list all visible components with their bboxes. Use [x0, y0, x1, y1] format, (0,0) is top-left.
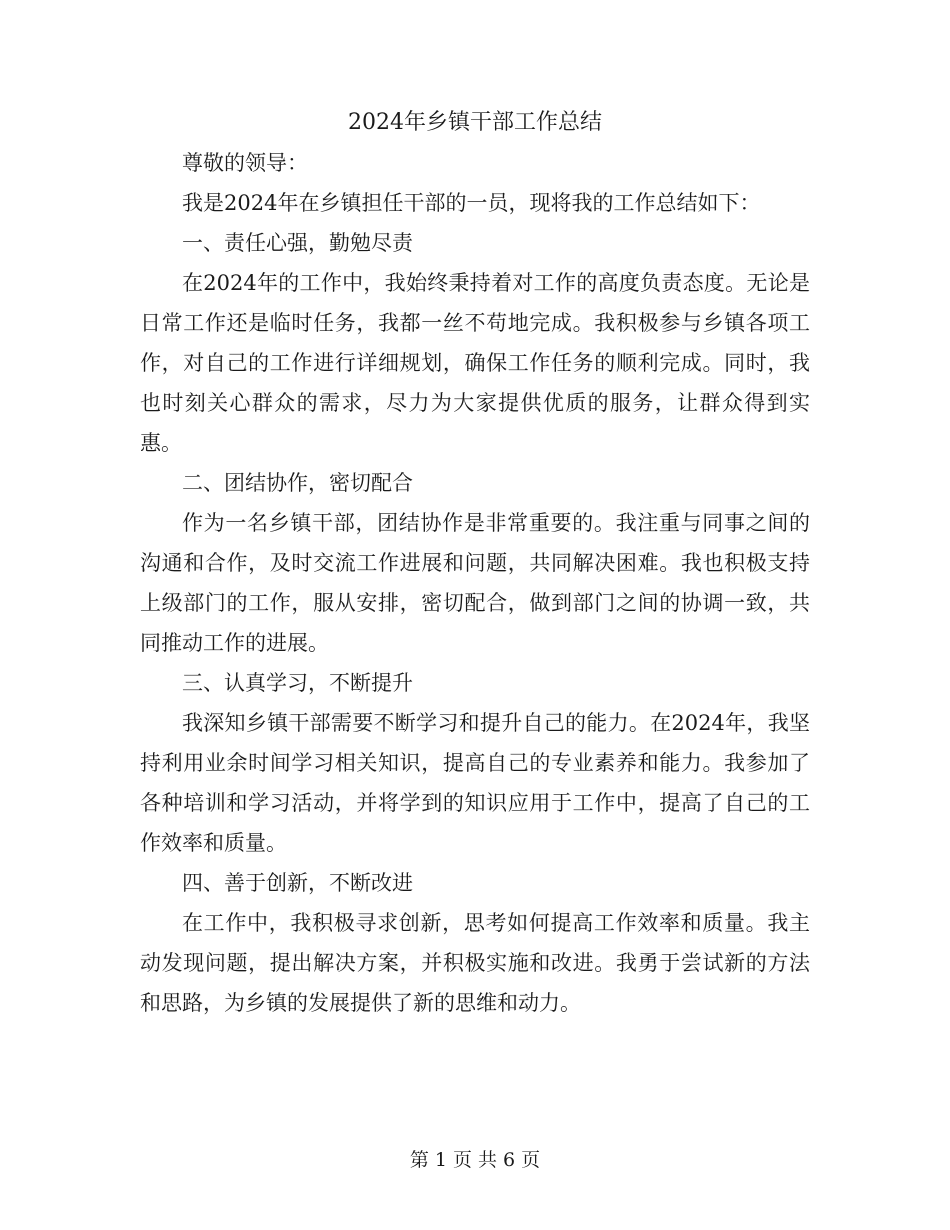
section-body-2: 作为一名乡镇干部，团结协作是非常重要的。我注重与同事之间的沟通和合作，及时交流工作进展和问题，共同解决困难。我也积极支持上级部门的工作，服从安排，密切配合，做到部门之间的协调一致，共同推动工作的进展。 [140, 511, 810, 655]
section-body-3: 我深知乡镇干部需要不断学习和提升自己的能力。在2024年，我坚持利用业余时间学习相关知识，提高自己的专业素养和能力。我参加了各种培训和学习活动，并将学到的知识应用于工作中，提高了自己的工作效率和质量。 [140, 711, 810, 855]
document-body [140, 103, 810, 1023]
section-heading-4: 四、善于创新，不断改进 [182, 871, 413, 895]
page-number-footer: 第 1 页 共 6 页 [409, 1149, 541, 1171]
section-heading-2: 二、团结协作，密切配合 [182, 471, 413, 495]
section-heading-1: 一、责任心强，勤勉尽责 [182, 231, 413, 255]
salutation: 尊敬的领导： [182, 151, 308, 175]
section-body-4: 在工作中，我积极寻求创新，思考如何提高工作效率和质量。我主动发现问题，提出解决方案，并积极实施和改进。我勇于尝试新的方法和思路，为乡镇的发展提供了新的思维和动力。 [140, 911, 810, 1015]
document-title: 2024年乡镇干部工作总结 [348, 110, 602, 135]
section-body-1: 在2024年的工作中，我始终秉持着对工作的高度负责态度。无论是日常工作还是临时任务，我都一丝不苟地完成。我积极参与乡镇各项工作，对自己的工作进行详细规划，确保工作任务的顺利完成。同时，我也时刻关心群众的需求，尽力为大家提供优质的服务，让群众得到实惠。 [140, 271, 810, 455]
intro-paragraph: 我是2024年在乡镇担任干部的一员，现将我的工作总结如下： [182, 191, 761, 215]
section-heading-3: 三、认真学习，不断提升 [182, 671, 413, 695]
